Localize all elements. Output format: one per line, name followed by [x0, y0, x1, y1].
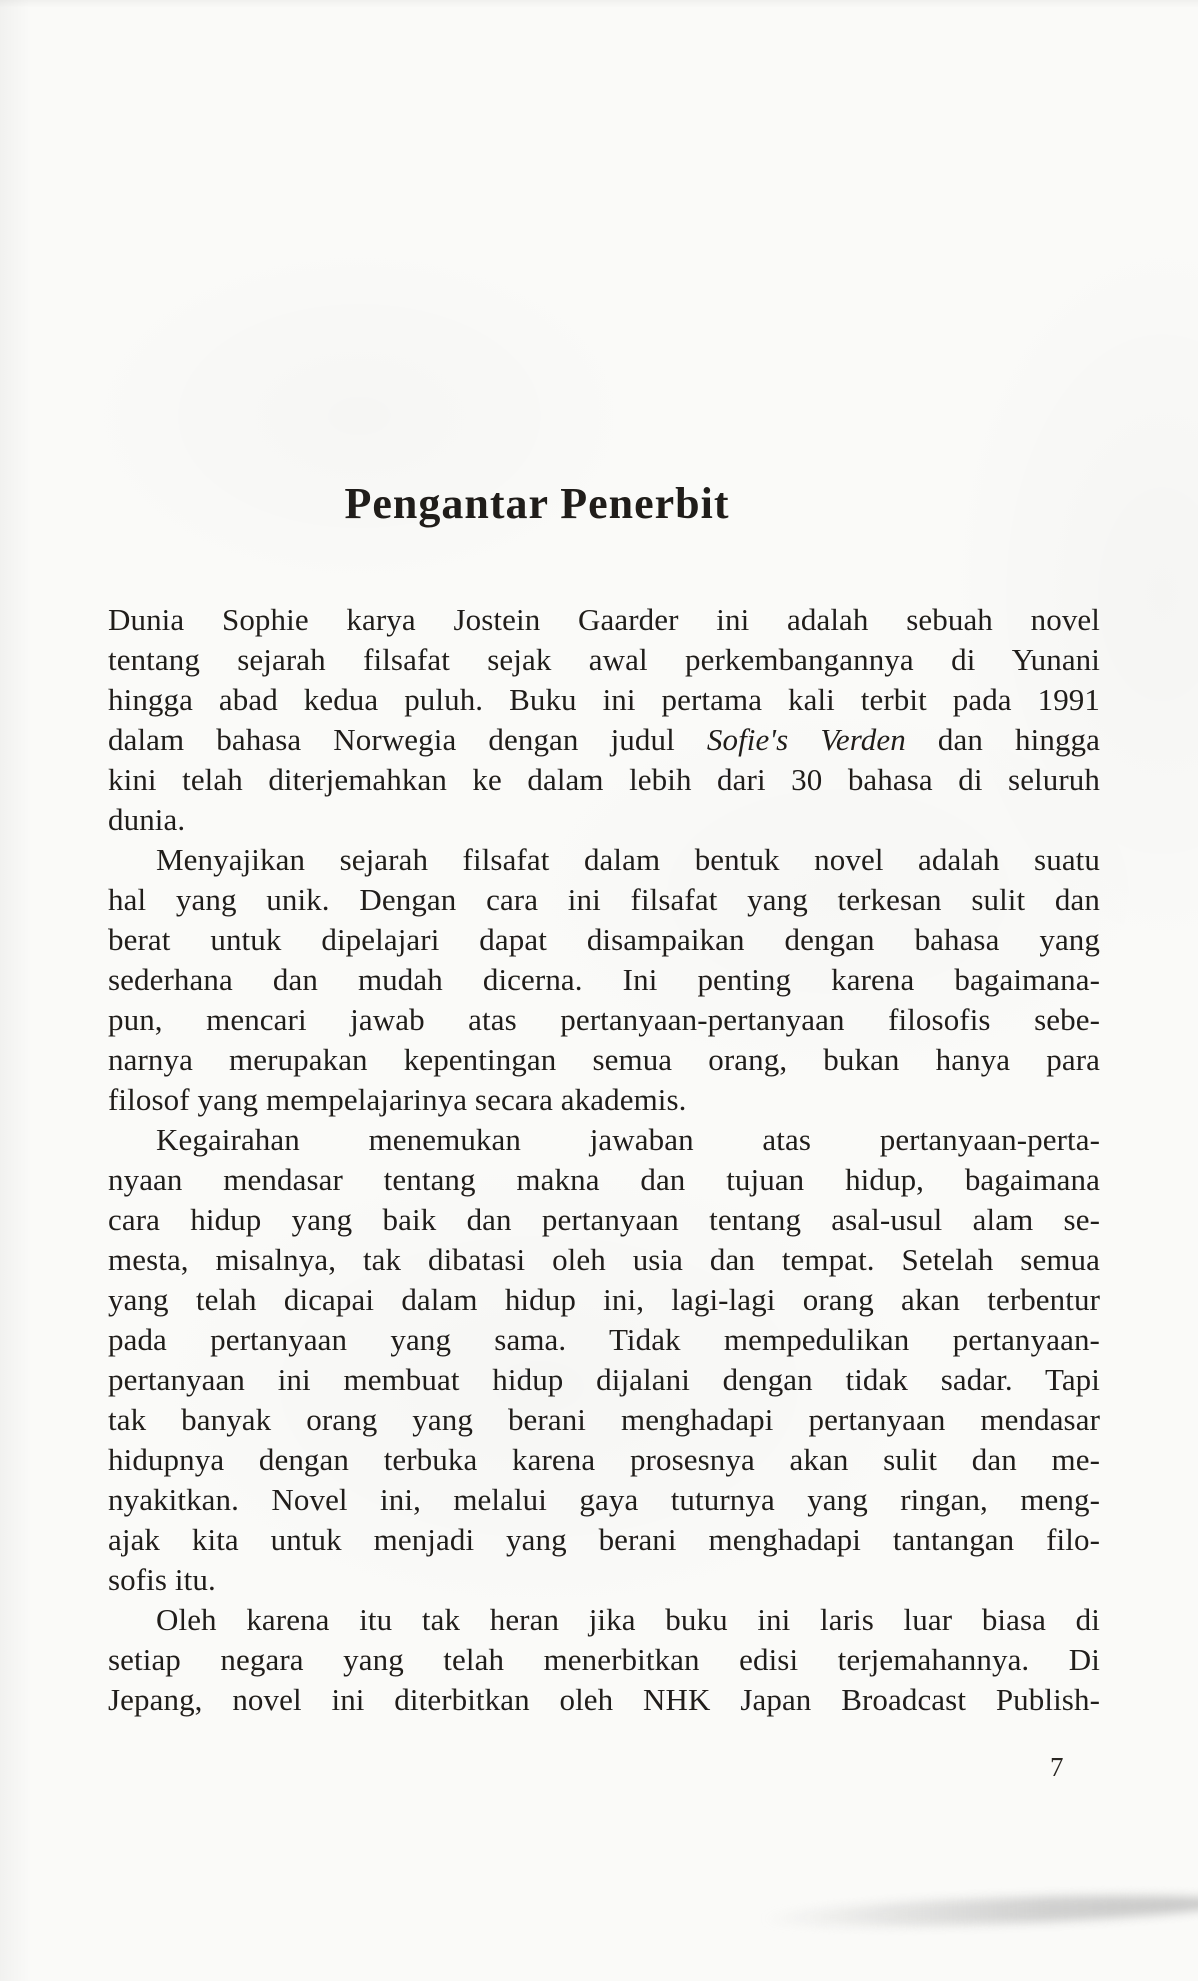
body-text-segment: hal yang unik. Dengan cara ini filsafat yang terkesan sulit dan: [108, 882, 1100, 917]
body-line: [108, 1520, 1100, 1560]
body-line: [108, 1080, 1100, 1120]
body-line: [108, 720, 1100, 760]
body-text-segment: hidupnya dengan terbuka karena prosesnya akan sulit dan me-: [108, 1442, 1100, 1477]
body-text-segment: sofis itu.: [108, 1562, 216, 1597]
body-text-segment: pun, mencari jawab atas pertanyaan-pertanyaan filosofis sebe-: [108, 1002, 1100, 1037]
body-line: [108, 800, 1100, 840]
body-line: [108, 1640, 1100, 1680]
body-line: [108, 1000, 1100, 1040]
body-text-segment: filosof yang mempelajarinya secara akademis.: [108, 1082, 687, 1117]
body-line: [108, 880, 1100, 920]
body-text-segment: Kegairahan menemukan jawaban atas pertanyaan-perta-: [156, 1122, 1100, 1157]
body-text-segment: tak banyak orang yang berani menghadapi pertanyaan mendasar: [108, 1402, 1100, 1437]
body-line: [108, 1280, 1100, 1320]
body-text-segment: kini telah diterjemahkan ke dalam lebih dari 30 bahasa di seluruh: [108, 762, 1100, 797]
body-line: [108, 1320, 1100, 1360]
body-line: [108, 1560, 1100, 1600]
body-text-segment: Jepang, novel ini diterbitkan oleh NHK Japan Broadcast Publish-: [108, 1682, 1100, 1717]
body-text-segment: berat untuk dipelajari dapat disampaikan dengan bahasa yang: [108, 922, 1100, 957]
body-line: [108, 1440, 1100, 1480]
body-line: [108, 1400, 1100, 1440]
scan-smudge: [760, 1890, 1198, 1932]
body-line: [108, 960, 1100, 1000]
body-line: [108, 1200, 1100, 1240]
body-text-segment: hingga abad kedua puluh. Buku ini pertama kali terbit pada 1991: [108, 682, 1100, 717]
body-line: [108, 1480, 1100, 1520]
body-text-segment: mesta, misalnya, tak dibatasi oleh usia dan tempat. Setelah semua: [108, 1242, 1100, 1277]
body-text-segment: tentang sejarah filsafat sejak awal perkembangannya di Yunani: [108, 642, 1100, 677]
body-text-segment: Oleh karena itu tak heran jika buku ini laris luar biasa di: [156, 1602, 1100, 1637]
body-text: [108, 600, 1100, 1720]
body-text-segment: yang telah dicapai dalam hidup ini, lagi-lagi orang akan terbentur: [108, 1282, 1100, 1317]
body-line: [108, 1360, 1100, 1400]
body-line: [108, 1680, 1100, 1720]
body-text-segment: sederhana dan mudah dicerna. Ini penting karena bagaimana-: [108, 962, 1100, 997]
body-line: [108, 760, 1100, 800]
body-text-segment: dan hingga: [905, 722, 1101, 757]
body-text-segment: dunia.: [108, 802, 186, 837]
body-text-segment: nyaan mendasar tentang makna dan tujuan hidup, bagaimana: [108, 1162, 1100, 1197]
body-text-segment: pada pertanyaan yang sama. Tidak mempedulikan pertanyaan-: [108, 1322, 1100, 1357]
page-title: Pengantar Penerbit: [344, 479, 730, 528]
body-text-segment: Menyajikan sejarah filsafat dalam bentuk novel adalah suatu: [156, 842, 1100, 877]
book-title-italic: Sofie's Verden: [706, 722, 906, 757]
body-text-segment: dalam bahasa Norwegia dengan judul: [108, 722, 707, 757]
body-line: [108, 920, 1100, 960]
body-line: [108, 680, 1100, 720]
body-line: [108, 600, 1100, 640]
body-line: [108, 1160, 1100, 1200]
body-line: [108, 640, 1100, 680]
body-line: [108, 840, 1100, 880]
body-text-segment: Dunia Sophie karya Jostein Gaarder ini adalah sebuah novel: [108, 602, 1100, 637]
body-text-segment: narnya merupakan kepentingan semua orang, bukan hanya para: [108, 1042, 1100, 1077]
body-line: [108, 1040, 1100, 1080]
body-line: [108, 1240, 1100, 1280]
body-line: [108, 1600, 1100, 1640]
page-number: 7: [1050, 1752, 1064, 1782]
body-text-segment: setiap negara yang telah menerbitkan edisi terjemahannya. Di: [108, 1642, 1100, 1677]
body-text-segment: pertanyaan ini membuat hidup dijalani dengan tidak sadar. Tapi: [108, 1362, 1100, 1397]
body-text-segment: cara hidup yang baik dan pertanyaan tentang asal-usul alam se-: [108, 1202, 1100, 1237]
body-text-segment: nyakitkan. Novel ini, melalui gaya tuturnya yang ringan, meng-: [108, 1482, 1100, 1517]
body-text-segment: ajak kita untuk menjadi yang berani menghadapi tantangan filo-: [108, 1522, 1100, 1557]
body-line: [108, 1120, 1100, 1160]
